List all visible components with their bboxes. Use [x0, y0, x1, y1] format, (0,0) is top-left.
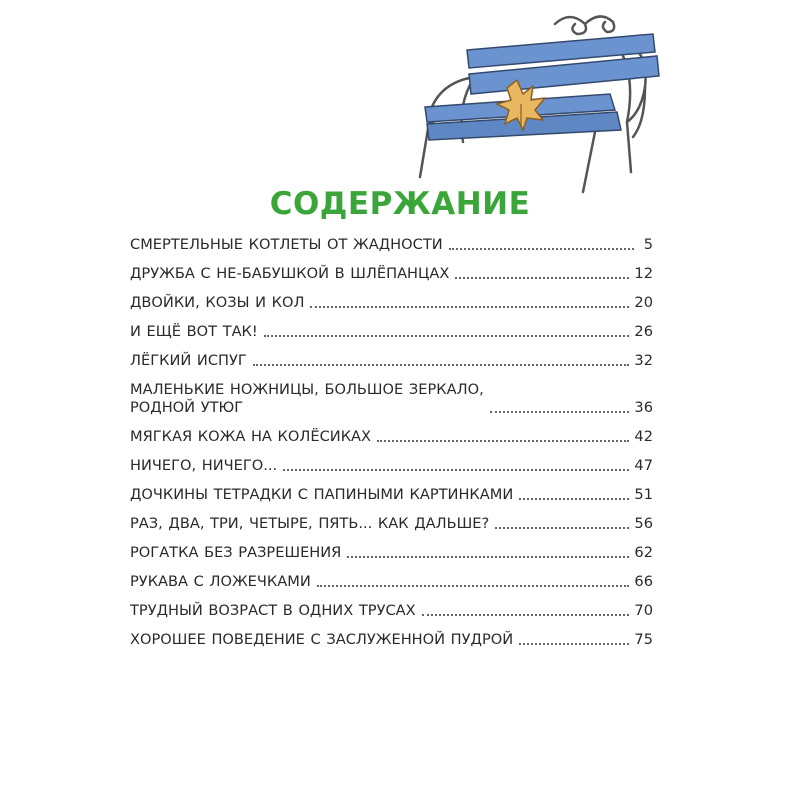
dot-leader — [519, 643, 629, 645]
toc-entry-title: И ЕЩЁ ВОТ ТАК! — [130, 323, 258, 340]
toc-entry-title: ДРУЖБА С НЕ-БАБУШКОЙ В ШЛЁПАНЦАХ — [130, 265, 450, 282]
toc-entry-title: ТРУДНЫЙ ВОЗРАСТ В ОДНИХ ТРУСАХ — [130, 602, 416, 619]
toc-entry — [130, 352, 653, 370]
toc-entry-title: НИЧЕГО, НИЧЕГО... — [130, 457, 278, 474]
toc-entry — [130, 631, 653, 649]
dot-leader — [310, 306, 629, 308]
dot-leader — [264, 335, 630, 337]
toc-entry-title: РОГАТКА БЕЗ РАЗРЕШЕНИЯ — [130, 544, 342, 561]
toc-entry-title: ЛЁГКИЙ ИСПУГ — [130, 352, 247, 369]
toc-entry — [130, 544, 653, 562]
toc-entry-title: РУКАВА С ЛОЖЕЧКАМИ — [130, 573, 311, 590]
dot-leader — [490, 411, 630, 413]
table-of-contents — [130, 236, 653, 660]
dot-leader — [347, 556, 629, 558]
dot-leader — [253, 364, 630, 366]
toc-entry-page-number: 42 — [634, 428, 653, 445]
toc-entry-page-number: 36 — [634, 399, 653, 416]
dot-leader — [283, 469, 629, 471]
toc-entry-page-number: 47 — [634, 457, 653, 474]
dot-leader — [495, 527, 629, 529]
toc-entry — [130, 486, 653, 504]
dot-leader — [422, 614, 630, 616]
toc-entry-page-number: 26 — [634, 323, 653, 340]
toc-entry — [130, 294, 653, 312]
toc-entry — [130, 573, 653, 591]
toc-entry-page-number: 75 — [634, 631, 653, 648]
toc-entry-title: РАЗ, ДВА, ТРИ, ЧЕТЫРЕ, ПЯТЬ... КАК ДАЛЬШЕ? — [130, 515, 490, 532]
toc-entry-page-number: 32 — [634, 352, 653, 369]
toc-entry — [130, 515, 653, 533]
dot-leader — [317, 585, 630, 587]
toc-entry — [130, 323, 653, 341]
dot-leader — [519, 498, 629, 500]
dot-leader — [449, 248, 634, 250]
toc-entry-page-number: 5 — [643, 236, 653, 253]
toc-entry — [130, 602, 653, 620]
toc-entry-page-number: 20 — [634, 294, 653, 311]
toc-entry-page-number: 51 — [634, 486, 653, 503]
toc-entry-title: ДОЧКИНЫ ТЕТРАДКИ С ПАПИНЫМИ КАРТИНКАМИ — [130, 486, 514, 503]
toc-entry-page-number: 70 — [634, 602, 653, 619]
dot-leader — [377, 440, 629, 442]
toc-entry — [130, 381, 653, 417]
toc-entry-title: ХОРОШЕЕ ПОВЕДЕНИЕ С ЗАСЛУЖЕННОЙ ПУДРОЙ — [130, 631, 514, 648]
toc-entry — [130, 428, 653, 446]
dot-leader — [455, 277, 629, 279]
toc-entry-title: МАЛЕНЬКИЕ НОЖНИЦЫ, БОЛЬШОЕ ЗЕРКАЛО, РОДНОЙ УТЮГ — [130, 381, 484, 416]
toc-entry-page-number: 62 — [634, 544, 653, 561]
page-title: СОДЕРЖАНИЕ — [269, 186, 531, 222]
toc-entry — [130, 236, 653, 254]
toc-entry-title: СМЕРТЕЛЬНЫЕ КОТЛЕТЫ ОТ ЖАДНОСТИ — [130, 236, 443, 253]
toc-entry — [130, 457, 653, 475]
toc-entry-title: ДВОЙКИ, КОЗЫ И КОЛ — [130, 294, 305, 311]
toc-entry-page-number: 12 — [634, 265, 653, 282]
bench-illustration — [405, 12, 680, 197]
toc-entry-page-number: 66 — [634, 573, 653, 590]
toc-entry-title: МЯГКАЯ КОЖА НА КОЛЁСИКАХ — [130, 428, 372, 445]
toc-entry-page-number: 56 — [634, 515, 653, 532]
toc-entry — [130, 265, 653, 283]
